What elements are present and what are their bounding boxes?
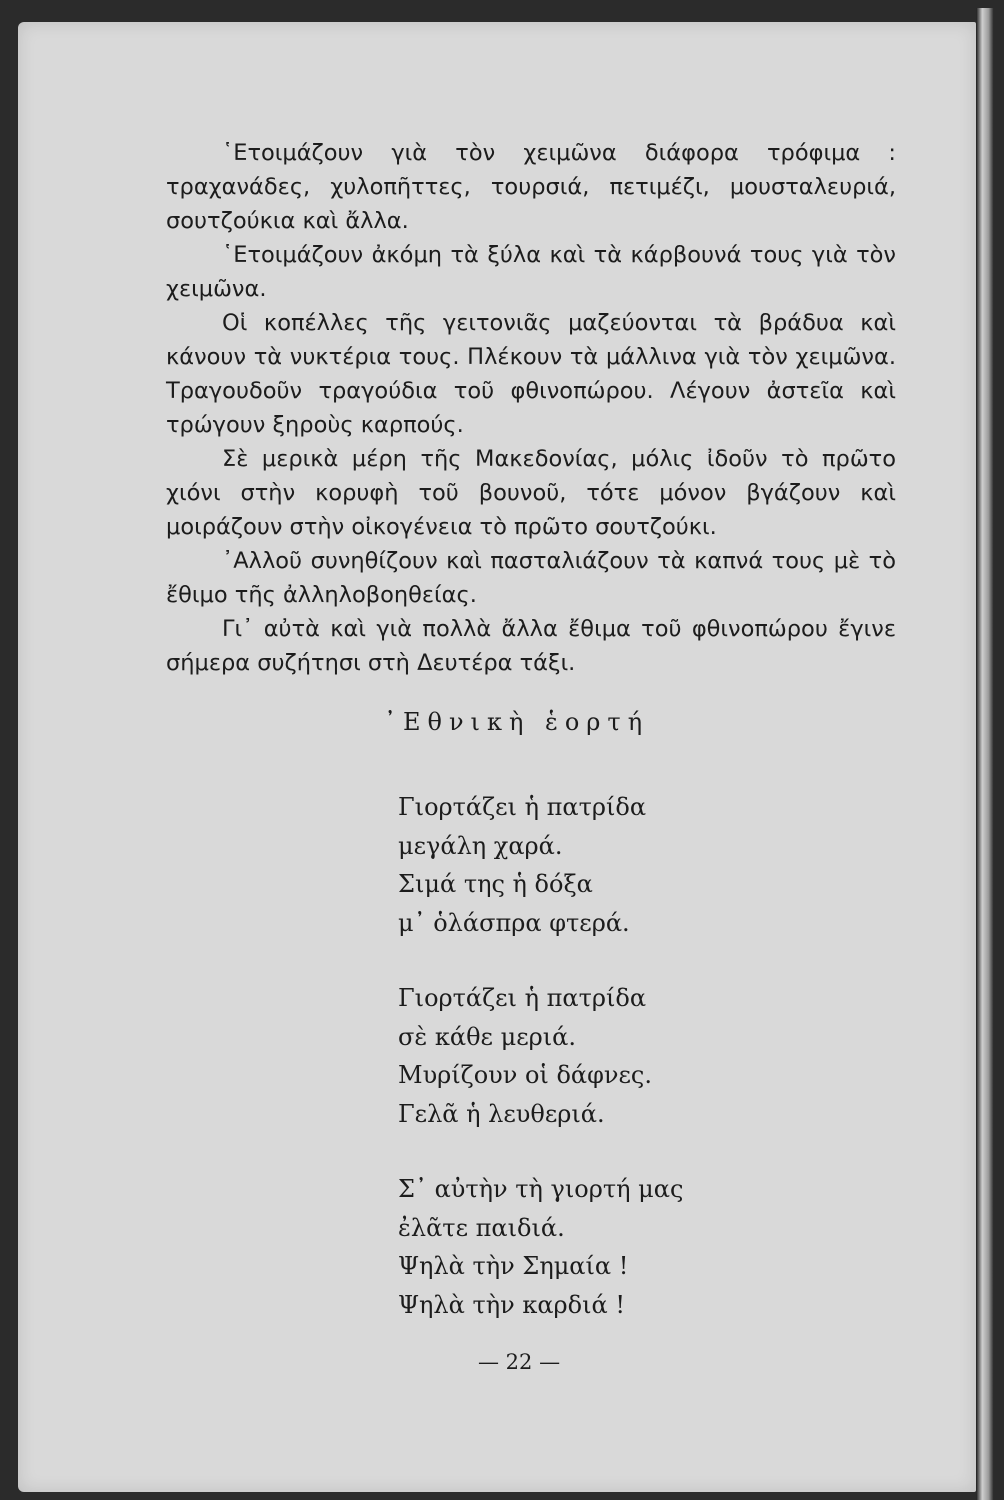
paragraph: ῾Ετοιμάζουν ἀκόμη τὰ ξύλα καὶ τὰ κάρβουνά τους γιὰ τὸν χειμῶνα. xyxy=(166,242,896,302)
poem-line: Γιορτάζει ἡ πατρίδα xyxy=(398,793,647,821)
poem xyxy=(398,788,683,1361)
page-edge xyxy=(976,8,994,1500)
poem-line: Ψηλὰ τὴν Σημαία ! xyxy=(398,1252,629,1280)
paragraph: Οἱ κοπέλλες τῆς γειτονιᾶς μαζεύονται τὰ βράδυα καὶ κάνουν τὰ νυκτέρια τους. Πλέκουν τὰ μάλλινα γιὰ τὸν χειμῶνα. Τραγουδοῦν τραγούδια τοῦ φθινοπώρου. Λέγουν ἀστεῖα καὶ τρώγουν ξηροὺς καρπούς. xyxy=(166,310,896,438)
paragraph: Σὲ μερικὰ μέρη τῆς Μακεδονίας, μόλις ἰδοῦν τὸ πρῶτο χιόνι στὴν κορυφὴ τοῦ βουνοῦ, τότε μόνον βγάζουν καὶ μοιράζουν στὴν οἰκογένεια τὸ πρῶτο σουτζούκι. xyxy=(166,446,896,540)
poem-line: ἐλᾶτε παιδιά. xyxy=(398,1213,565,1242)
page-number: — 22 — xyxy=(478,1350,561,1374)
poem-line: Γελᾶ ἡ λευθεριά. xyxy=(398,1099,605,1128)
poem-line: μ᾿ ὁλάσπρα φτερά. xyxy=(398,908,630,937)
poem-line: Σιμά της ἡ δόξα xyxy=(398,870,593,898)
poem-title: ᾿Εθνικὴ ἑορτή xyxy=(384,708,650,736)
paragraph: ᾿Αλλοῦ συνηθίζουν καὶ πασταλιάζουν τὰ καπνά τους μὲ τὸ ἔθιμο τῆς ἀλληλοβοηθείας. xyxy=(166,548,896,608)
poem-line: Γιορτάζει ἡ πατρίδα xyxy=(398,984,647,1012)
poem-stanza xyxy=(398,979,683,1133)
poem-line: σὲ κάθε μεριά. xyxy=(398,1022,576,1051)
paragraph: Γι᾿ αὐτὰ καὶ γιὰ πολλὰ ἄλλα ἔθιμα τοῦ φθινοπώρου ἔγινε σήμερα συζήτησι στὴ Δευτέρα τάξι. xyxy=(166,616,896,676)
poem-line: μεγάλη χαρά. xyxy=(398,831,563,860)
poem-line: Σ᾿ αὐτὴν τὴ γιορτή μας xyxy=(398,1175,684,1203)
poem-line: Ψηλὰ τὴν καρδιά ! xyxy=(398,1290,626,1319)
poem-stanza xyxy=(398,788,683,942)
poem-stanza xyxy=(398,1170,683,1324)
prose-body xyxy=(166,136,896,680)
paragraph: ῾Ετοιμάζουν γιὰ τὸν χειμῶνα διάφορα τρόφιμα : τραχανάδες, χυλοπῆττες, τουρσιά, πετιμέζι, μουσταλευριά, σουτζούκια καὶ ἄλλα. xyxy=(166,140,896,234)
poem-line: Μυρίζουν οἱ δάφνες. xyxy=(398,1061,652,1089)
